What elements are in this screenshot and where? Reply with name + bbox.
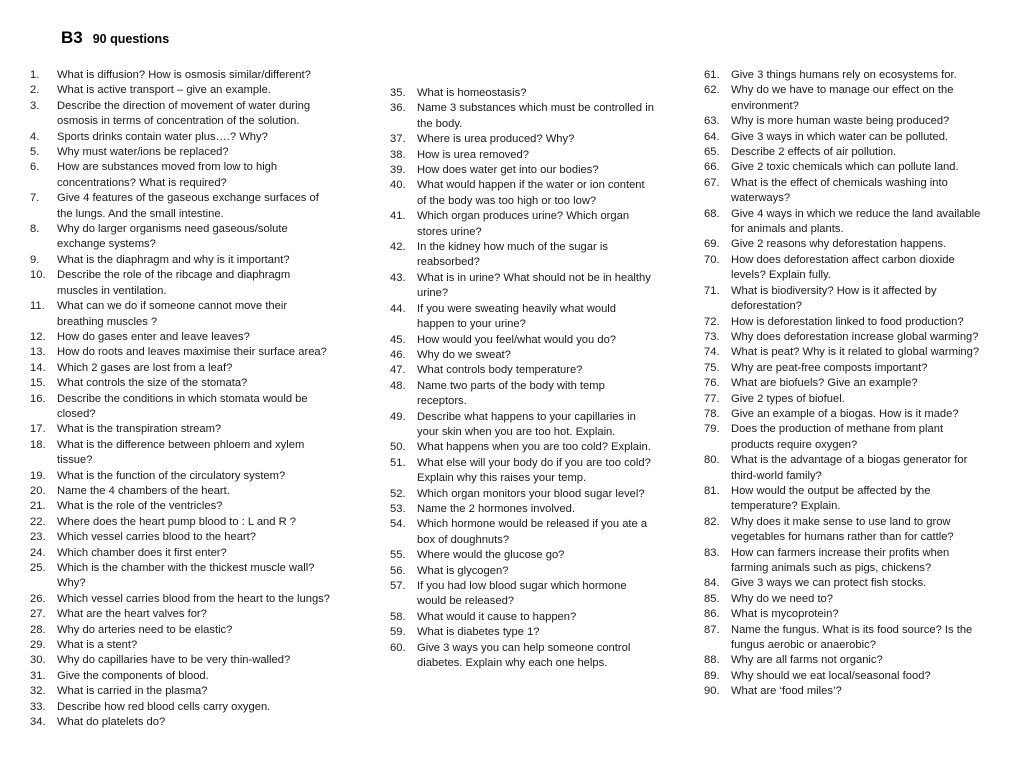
question-item [390, 148, 655, 163]
question-item [30, 638, 330, 653]
question-item [30, 376, 330, 391]
question-item [30, 684, 330, 699]
question-item [704, 546, 984, 577]
question-item [30, 130, 330, 145]
question-item [704, 345, 984, 360]
question-text: Give 2 toxic chemicals which can pollute land. [731, 161, 959, 174]
question-item [704, 361, 984, 376]
question-number: 88. [704, 654, 720, 667]
question-text: What are the heart valves for? [57, 608, 207, 621]
question-text: What would happen if the water or ion content of the body was too high or too low? [417, 179, 645, 207]
question-text: How does deforestation affect carbon dioxide levels? Explain fully. [731, 253, 955, 282]
question-number: 74. [704, 346, 720, 359]
question-item [30, 99, 330, 130]
question-column-3 [704, 68, 984, 700]
question-number: 52. [390, 487, 406, 500]
question-number: 46. [390, 348, 406, 361]
question-number: 11. [30, 300, 45, 313]
question-number: 69. [704, 238, 720, 251]
question-text: Why do we need to? [731, 592, 833, 605]
question-text: How can farmers increase their profits when farming animals such as pigs, chickens? [731, 546, 950, 574]
question-text: Why is more human waste being produced? [731, 115, 950, 128]
question-number: 13. [30, 346, 46, 359]
question-number: 20. [30, 484, 46, 497]
question-item [390, 410, 655, 441]
question-number: 4. [30, 130, 40, 143]
question-item [30, 607, 330, 622]
question-number: 29. [30, 639, 46, 652]
question-number: 81. [704, 484, 720, 497]
question-text: Where is urea produced? Why? [417, 133, 575, 146]
question-text: How would you feel/what would you do? [417, 333, 617, 346]
question-item [704, 68, 984, 83]
question-text: Give 2 reasons why deforestation happens. [731, 238, 947, 251]
question-item [704, 315, 984, 330]
question-item [390, 440, 655, 455]
question-number: 78. [704, 407, 720, 420]
question-text: Which organ monitors your blood sugar level? [417, 487, 645, 500]
question-number: 18. [30, 438, 46, 451]
question-number: 54. [390, 518, 406, 531]
question-number: 44. [390, 302, 406, 315]
question-item [390, 271, 655, 302]
question-item [704, 453, 984, 484]
question-number: 67. [704, 176, 720, 189]
question-item [390, 178, 655, 209]
question-item [30, 330, 330, 345]
question-number: 51. [390, 456, 406, 469]
question-text: What are ‘food miles’? [731, 685, 842, 698]
question-text: Why are all farms not organic? [731, 654, 883, 667]
question-number: 68. [704, 207, 720, 220]
question-text: What is in urine? What should not be in healthy urine? [417, 271, 651, 300]
question-text: Why do larger organisms need gaseous/solute exchange systems? [57, 223, 288, 251]
question-number: 60. [390, 641, 406, 654]
question-number: 28. [30, 623, 46, 636]
question-number: 41. [390, 210, 406, 223]
question-number: 2. [30, 84, 40, 97]
question-number: 40. [390, 179, 406, 192]
question-number: 49. [390, 410, 406, 423]
question-text: What is biodiversity? How is it affected by deforestation? [731, 284, 937, 313]
question-number: 47. [390, 364, 406, 377]
question-text: Describe the conditions in which stomata would be closed? [57, 392, 308, 420]
question-item [30, 422, 330, 437]
question-number: 16. [30, 392, 46, 405]
question-text: Why does it make sense to use land to grow vegetables for humans rather than for cattle? [731, 515, 954, 544]
question-text: How is urea removed? [417, 148, 529, 161]
question-item [30, 515, 330, 530]
question-item [390, 163, 655, 178]
question-text: How is deforestation linked to food production? [731, 315, 964, 328]
question-item [390, 101, 655, 132]
question-text: How would the output be affected by the temperature? Explain. [731, 484, 931, 513]
question-text: What is mycoprotein? [731, 608, 839, 621]
question-number: 14. [30, 361, 46, 374]
question-text: Give 3 things humans rely on ecosystems for. [731, 69, 957, 81]
question-text: Which vessel carries blood from the heart to the lungs? [57, 592, 330, 605]
question-number: 58. [390, 610, 406, 623]
question-text: What is diabetes type 1? [417, 626, 540, 639]
question-text: Name 3 substances which must be controlled in the body. [417, 102, 654, 130]
question-number: 45. [390, 333, 406, 346]
question-item [30, 623, 330, 638]
question-text: Where does the heart pump blood to : L and R ? [57, 515, 297, 528]
question-number: 87. [704, 623, 720, 636]
question-number: 77. [704, 392, 720, 405]
question-text: Which hormone would be released if you ate a box of doughnuts? [417, 518, 648, 546]
question-text: How do gases enter and leave leaves? [57, 330, 250, 343]
question-text: Which 2 gases are lost from a leaf? [57, 361, 233, 374]
question-text: What happens when you are too cold? Explain. [417, 441, 651, 454]
question-item [30, 345, 330, 360]
question-text: What is the advantage of a biogas generator for third-world family? [731, 454, 968, 482]
question-text: Give 3 ways in which water can be polluted. [731, 130, 949, 143]
question-item [30, 499, 330, 514]
question-number: 55. [390, 549, 406, 562]
question-text: What is diffusion? How is osmosis similar/different? [57, 69, 311, 81]
question-number: 9. [30, 253, 40, 266]
question-item [390, 548, 655, 563]
question-text: Give 2 types of biofuel. [731, 392, 845, 405]
question-text: Give an example of a biogas. How is it made? [731, 407, 959, 420]
question-item [390, 132, 655, 147]
question-number: 7. [30, 192, 40, 205]
question-item [704, 407, 984, 422]
question-number: 53. [390, 502, 406, 515]
question-number: 42. [390, 241, 406, 254]
question-item [30, 484, 330, 499]
question-item [704, 607, 984, 622]
question-number: 37. [390, 133, 406, 146]
question-text: Give the components of blood. [57, 669, 209, 682]
question-text: What is carried in the plasma? [57, 685, 208, 698]
question-text: What is the effect of chemicals washing into waterways? [731, 176, 948, 205]
question-number: 3. [30, 99, 40, 112]
question-text: Describe how red blood cells carry oxygen. [57, 700, 271, 713]
question-number: 82. [704, 515, 720, 528]
question-item [30, 653, 330, 668]
page-title [61, 28, 169, 48]
question-text: What do platelets do? [57, 716, 166, 729]
question-item [390, 610, 655, 625]
question-number: 75. [704, 361, 720, 374]
question-text: What is homeostasis? [417, 87, 527, 99]
question-text: Describe the direction of movement of water during osmosis in terms of concentration of the solution. [57, 99, 311, 128]
question-item [704, 114, 984, 129]
question-text: Describe the role of the ribcage and diaphragm muscles in ventilation. [57, 269, 291, 297]
question-number: 25. [30, 562, 46, 574]
question-text: How are substances moved from low to high concentrations? What is required? [57, 161, 278, 189]
question-number: 30. [30, 654, 46, 667]
question-item [30, 392, 330, 423]
question-text: Give 4 ways in which we reduce the land available for animals and plants. [731, 207, 981, 236]
question-text: Describe 2 effects of air pollution. [731, 146, 897, 159]
question-number: 70. [704, 253, 720, 266]
question-number: 27. [30, 608, 46, 621]
question-item [390, 348, 655, 363]
question-item [390, 487, 655, 502]
question-text: Which vessel carries blood to the heart? [57, 531, 256, 544]
question-item [390, 579, 655, 610]
question-text: Why does deforestation increase global warming? [731, 330, 979, 343]
question-number: 8. [30, 223, 40, 236]
question-item [30, 145, 330, 160]
question-number: 24. [30, 546, 46, 559]
question-text: What is the diaphragm and why is it important? [57, 253, 290, 266]
question-item [704, 253, 984, 284]
question-number: 26. [30, 592, 46, 605]
question-item [704, 669, 984, 684]
question-text: Why do capillaries have to be very thin-walled? [57, 654, 291, 667]
question-item [30, 715, 330, 730]
question-text: If you were sweating heavily what would happen to your urine? [417, 302, 616, 331]
question-item [704, 515, 984, 546]
question-item [390, 641, 655, 672]
question-text: Name the fungus. What is its food source? Is the fungus aerobic or anaerobic? [731, 623, 973, 652]
question-number: 71. [704, 284, 720, 297]
question-item [30, 469, 330, 484]
question-text: Does the production of methane from plant products require oxygen? [731, 423, 944, 451]
question-item [30, 700, 330, 715]
question-number: 23. [30, 531, 46, 544]
question-number: 32. [30, 685, 46, 698]
question-number: 17. [30, 423, 46, 436]
question-number: 59. [390, 626, 406, 639]
question-item [704, 684, 984, 699]
question-item [390, 302, 655, 333]
question-text: What can we do if someone cannot move their breathing muscles ? [57, 300, 288, 328]
question-number: 15. [30, 377, 46, 390]
question-number: 36. [390, 102, 406, 115]
question-item [704, 237, 984, 252]
question-item [704, 422, 984, 453]
question-number: 72. [704, 315, 720, 328]
question-number: 19. [30, 469, 46, 482]
question-item [30, 191, 330, 222]
question-item [704, 592, 984, 607]
question-text: What would it cause to happen? [417, 610, 577, 623]
question-item [30, 68, 330, 83]
question-number: 83. [704, 546, 720, 559]
question-item [30, 438, 330, 469]
question-number: 43. [390, 271, 406, 284]
question-number: 65. [704, 146, 720, 159]
question-number: 80. [704, 454, 720, 467]
question-text: If you had low blood sugar which hormone would be released? [417, 580, 627, 608]
question-number: 76. [704, 377, 720, 390]
question-item [30, 561, 330, 592]
question-item [390, 456, 655, 487]
question-text: Why are peat-free composts important? [731, 361, 928, 374]
question-number: 64. [704, 130, 720, 143]
question-number: 61. [704, 69, 720, 81]
question-item [30, 546, 330, 561]
question-number: 48. [390, 379, 406, 392]
question-item [704, 284, 984, 315]
question-number: 63. [704, 115, 720, 128]
question-number: 34. [30, 716, 46, 729]
question-text: What is the difference between phloem and xylem tissue? [57, 438, 305, 467]
question-item [704, 83, 984, 114]
question-text: Give 3 ways we can protect fish stocks. [731, 577, 927, 590]
question-number: 79. [704, 423, 720, 436]
question-text: What is peat? Why is it related to global warming? [731, 346, 980, 359]
question-item [390, 86, 655, 101]
question-number: 57. [390, 580, 406, 592]
question-number: 85. [704, 592, 720, 605]
question-number: 35. [390, 87, 406, 99]
question-number: 12. [30, 330, 46, 343]
question-number: 66. [704, 161, 720, 174]
question-item [30, 222, 330, 253]
question-text: Sports drinks contain water plus….? Why? [57, 130, 268, 143]
question-text: What are biofuels? Give an example? [731, 377, 918, 390]
question-column-2 [390, 86, 655, 671]
question-text: Describe what happens to your capillaries in your skin when you are too hot. Explain. [417, 410, 636, 438]
question-number: 86. [704, 608, 720, 621]
question-item [704, 145, 984, 160]
question-number: 21. [30, 500, 46, 513]
question-text: Name two parts of the body with temp receptors. [417, 379, 605, 408]
question-item [704, 484, 984, 515]
question-text: Which organ produces urine? Which organ stores urine? [417, 210, 630, 238]
question-number: 62. [704, 84, 720, 97]
question-item [390, 502, 655, 517]
question-text: Give 4 features of the gaseous exchange surfaces of the lungs. And the small intestine. [57, 192, 319, 220]
question-number: 84. [704, 577, 720, 590]
question-item [30, 361, 330, 376]
question-item [704, 330, 984, 345]
document-subtitle: 90 questions [92, 32, 170, 46]
question-number: 1. [30, 69, 40, 81]
question-item [390, 517, 655, 548]
question-text: Where would the glucose go? [417, 549, 565, 562]
question-item [30, 253, 330, 268]
question-text: Which is the chamber with the thickest muscle wall? Why? [57, 562, 315, 590]
question-item [30, 530, 330, 545]
question-text: What is the role of the ventricles? [57, 500, 223, 513]
document-code: B3 [61, 28, 83, 47]
question-item [704, 376, 984, 391]
question-item [390, 240, 655, 271]
question-text: Why do arteries need to be elastic? [57, 623, 233, 636]
question-number: 90. [704, 685, 720, 698]
question-item [390, 625, 655, 640]
question-number: 89. [704, 669, 720, 682]
question-item [390, 333, 655, 348]
question-text: Which chamber does it first enter? [57, 546, 227, 559]
question-item [30, 83, 330, 98]
question-item [704, 130, 984, 145]
question-item [704, 392, 984, 407]
question-item [704, 176, 984, 207]
question-number: 39. [390, 164, 406, 177]
question-text: What is the transpiration stream? [57, 423, 222, 436]
question-text: Why must water/ions be replaced? [57, 146, 229, 159]
question-text: What is glycogen? [417, 564, 509, 577]
question-item [30, 268, 330, 299]
question-text: Give 3 ways you can help someone control diabetes. Explain why each one helps. [417, 641, 631, 670]
question-text: Name the 2 hormones involved. [417, 502, 575, 515]
question-item [390, 564, 655, 579]
question-item [30, 299, 330, 330]
question-text: Why do we sweat? [417, 348, 511, 361]
question-text: What else will your body do if you are too cold? Explain why this raises your temp. [417, 456, 651, 485]
question-number: 5. [30, 146, 40, 159]
question-text: Name the 4 chambers of the heart. [57, 484, 230, 497]
question-text: How does water get into our bodies? [417, 164, 599, 177]
question-item [390, 209, 655, 240]
question-column-1 [30, 68, 330, 730]
question-text: What is the function of the circulatory system? [57, 469, 286, 482]
question-item [704, 576, 984, 591]
question-number: 22. [30, 515, 46, 528]
question-text: In the kidney how much of the sugar is reabsorbed? [417, 241, 608, 269]
question-text: What is active transport – give an example. [57, 84, 271, 97]
question-item [30, 160, 330, 191]
question-number: 38. [390, 148, 406, 161]
question-item [704, 623, 984, 654]
question-item [30, 669, 330, 684]
question-item [390, 379, 655, 410]
question-number: 56. [390, 564, 406, 577]
question-item [704, 207, 984, 238]
question-text: Why do we have to manage our effect on the environment? [731, 84, 954, 112]
question-number: 33. [30, 700, 46, 713]
question-number: 50. [390, 441, 406, 454]
question-item [704, 653, 984, 668]
question-text: Why should we eat local/seasonal food? [731, 669, 931, 682]
question-item [704, 160, 984, 175]
question-number: 6. [30, 161, 40, 174]
question-number: 73. [704, 330, 720, 343]
question-text: What controls the size of the stomata? [57, 377, 248, 390]
question-item [390, 363, 655, 378]
question-text: How do roots and leaves maximise their surface area? [57, 346, 327, 359]
question-text: What controls body temperature? [417, 364, 583, 377]
question-text: What is a stent? [57, 639, 138, 652]
question-number: 10. [30, 269, 46, 282]
question-item [30, 592, 330, 607]
question-number: 31. [30, 669, 46, 682]
